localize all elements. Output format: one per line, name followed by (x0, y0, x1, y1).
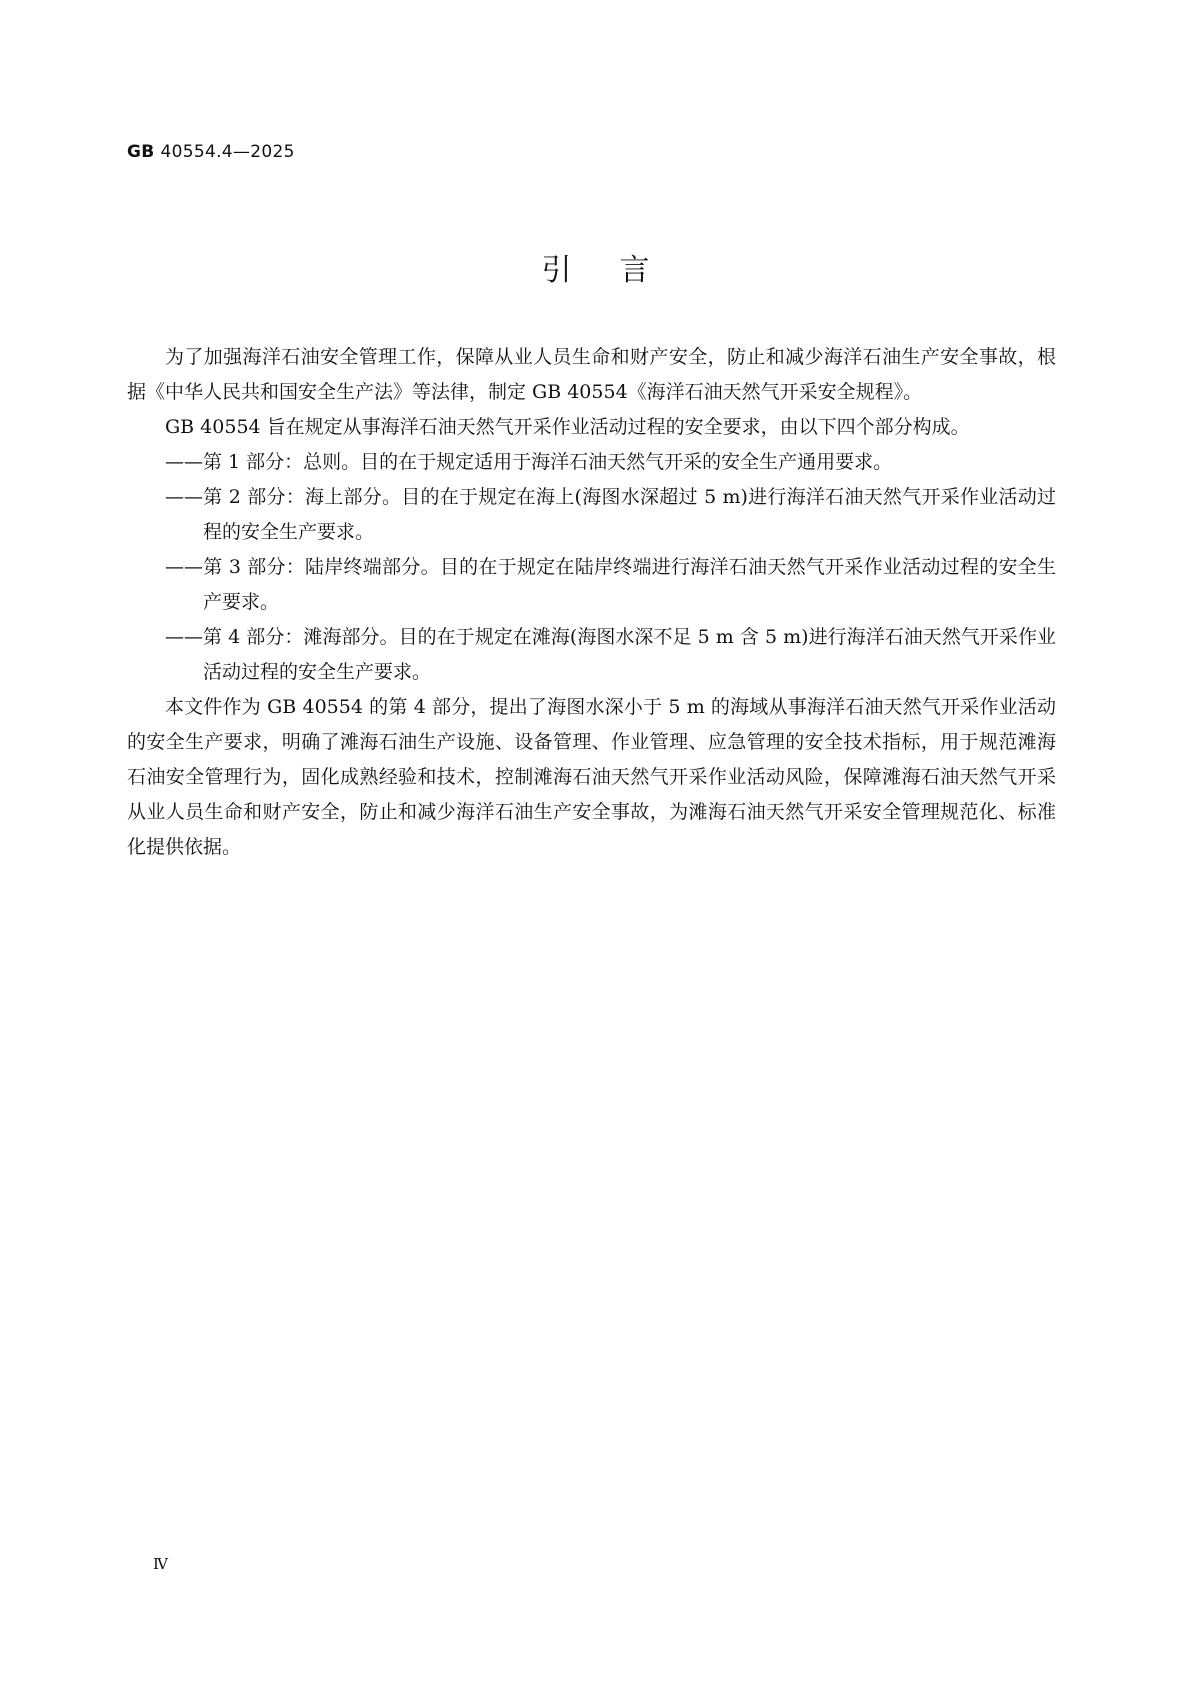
part-list-item-3: ——第 3 部分：陆岸终端部分。目的在于规定在陆岸终端进行海洋石油天然气开采作业活动过程的安全生产要求。 (165, 556, 1056, 613)
page-title: 引言 (541, 253, 698, 288)
standard-code: GB (127, 142, 155, 162)
standard-number: 40554.4—2025 (160, 142, 295, 162)
part-list-item-4: ——第 4 部分：滩海部分。目的在于规定在滩海(海图水深不足 5 m 含 5 m)进行海洋石油天然气开采作业活动过程的安全生产要求。 (165, 626, 1056, 683)
document-header (127, 142, 295, 162)
page-number: Ⅳ (153, 1555, 168, 1573)
part-list-item-1: ——第 1 部分：总则。目的在于规定适用于海洋石油天然气开采的安全生产通用要求。 (165, 451, 893, 473)
intro-paragraph-1: 为了加强海洋石油安全管理工作，保障从业人员生命和财产安全，防止和减少海洋石油生产安全事故，根据《中华人民共和国安全生产法》等法律，制定 GB 40554《海洋石油天然气开采安全规程》。 (127, 346, 1056, 403)
intro-paragraph-2: GB 40554 旨在规定从事海洋石油天然气开采作业活动过程的安全要求，由以下四个部分构成。 (165, 416, 970, 438)
intro-paragraph-3: 本文件作为 GB 40554 的第 4 部分，提出了海图水深小于 5 m 的海域从事海洋石油天然气开采作业活动的安全生产要求，明确了滩海石油生产设施、设备管理、作业管理、应急管理的安全技术指标，用于规范滩海石油安全管理行为，固化成熟经验和技术，控制滩海石油天然气开采作业活动风险，保障滩海石油天然气开采从业人员生命和财产安全，防止和减少海洋石油生产安全事故，为滩海石油天然气开采安全管理规范化、标准化提供依据。 (127, 696, 1056, 858)
part-list-item-2: ——第 2 部分：海上部分。目的在于规定在海上(海图水深超过 5 m)进行海洋石油天然气开采作业活动过程的安全生产要求。 (165, 486, 1056, 543)
introduction-body (127, 340, 1056, 865)
